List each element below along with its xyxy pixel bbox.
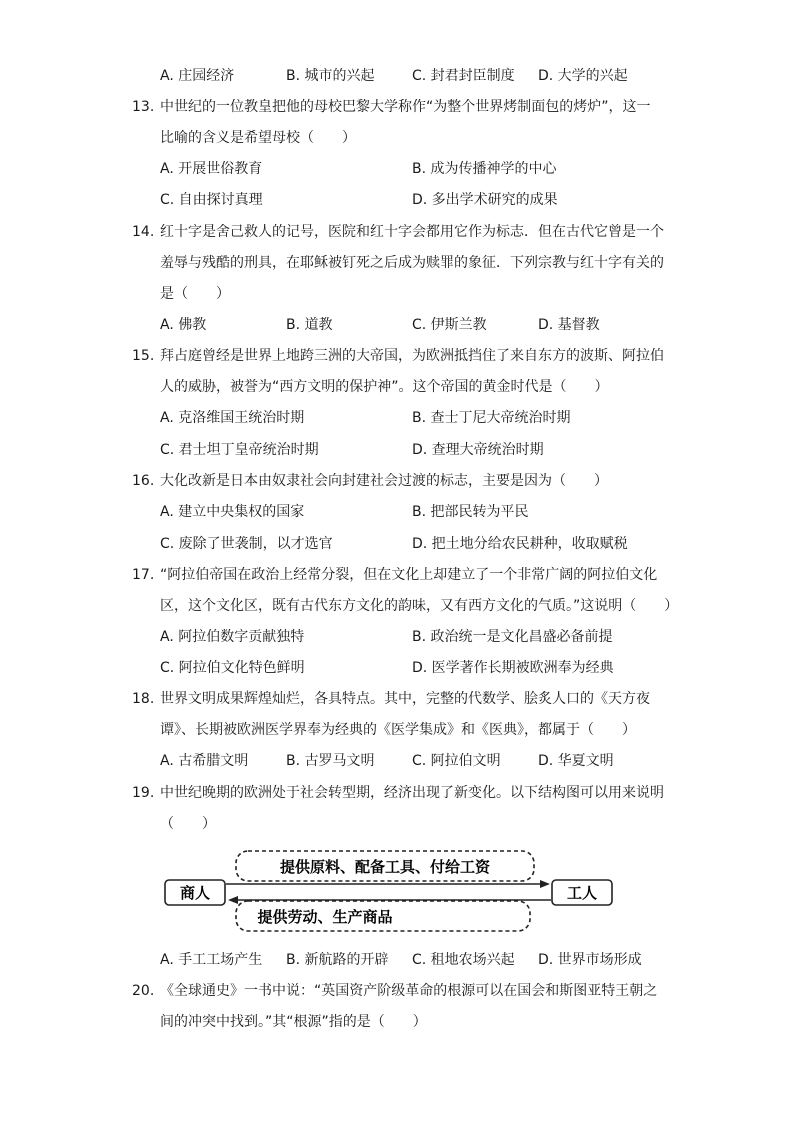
q19-option-c: C. 租地农场兴起 [412,952,515,968]
question-14-line-3: 是（ ） [160,286,230,302]
q12-option-a: A. 庄园经济 [160,68,235,84]
q19-option-d: D. 世界市场形成 [538,952,642,968]
question-17-line-2: 区，这个文化区，既有古代东方文化的韵味，又有西方文化的气质。”这说明（ ） [160,598,679,614]
question-17-line-1: 17. “阿拉伯帝国在政治上经常分裂，但在文化上却建立了一个非常广阔的阿拉伯文化 [132,567,658,583]
q17-option-c: C. 阿拉伯文化特色鲜明 [160,660,305,676]
merchant-worker-diagram [160,848,620,934]
q15-option-d: D. 查理大帝统治时期 [412,442,544,458]
question-number: 17. [132,567,155,583]
question-15-line-1: 15. 拜占庭曾经是世界上地跨三洲的大帝国，为欧洲抵挡住了来自东方的波斯、阿拉伯 [132,348,664,364]
question-13-line-2: 比喻的含义是希望母校（ ） [160,130,356,146]
q16-option-a: A. 建立中央集权的国家 [160,504,305,520]
top-flow-label: 提供原料、配备工具、付给工资 [279,858,491,876]
q14-option-b: B. 道教 [286,317,333,333]
question-19-line-1: 19. 中世纪晚期的欧洲处于社会转型期，经济出现了新变化。以下结构图可以用来说明 [132,785,664,801]
question-14-line-2: 羞辱与残酷的刑具，在耶稣被钉死之后成为赎罪的象征．下列宗教与红十字有关的 [160,255,664,271]
q19-option-b: B. 新航路的开辟 [286,952,389,968]
question-number: 15. [132,348,155,364]
q16-option-c: C. 废除了世袭制，以才选官 [160,536,333,552]
question-20-line-1: 20. 《全球通史》一书中说：“英国资产阶级革命的根源可以在国会和斯图亚特王朝之 [132,983,658,999]
arrow-left-head-icon [228,896,238,904]
q15-option-b: B. 查士丁尼大帝统治时期 [412,410,571,426]
q14-option-d: D. 基督教 [538,317,600,333]
q12-option-b: B. 城市的兴起 [286,68,375,84]
question-16-line-1: 16. 大化改新是日本由奴隶社会向封建社会过渡的标志，主要是因为（ ） [132,473,608,489]
question-number: 13. [132,99,155,115]
question-15-line-2: 人的威胁，被誉为“西方文明的保护神”。这个帝国的黄金时代是（ ） [160,379,609,395]
q16-option-d: D. 把土地分给农民耕种，收取赋税 [412,536,628,552]
q15-option-a: A. 克洛维国王统治时期 [160,410,305,426]
question-number: 14. [132,224,155,240]
question-number: 19. [132,785,155,801]
q13-option-c: C. 自由探讨真理 [160,192,263,208]
q17-option-d: D. 医学著作长期被欧洲奉为经典 [412,660,614,676]
question-18-line-1: 18. 世界文明成果辉煌灿烂，各具特点。其中，完整的代数学、脍炙人口的《天方夜 [132,691,650,707]
question-number: 18. [132,691,155,707]
q18-option-a: A. 古希腊文明 [160,753,249,769]
q18-option-d: D. 华夏文明 [538,753,614,769]
q19-option-a: A. 手工工场产生 [160,952,263,968]
question-18-line-2: 谭》、长期被欧洲医学界奉为经典的《医学集成》和《医典》，都属于（ ） [160,722,636,738]
q12-option-d: D. 大学的兴起 [538,68,628,84]
q18-option-b: B. 古罗马文明 [286,753,375,769]
arrow-right-head-icon [540,880,550,888]
merchant-label: 商人 [179,884,211,902]
q16-option-b: B. 把部民转为平民 [412,504,529,520]
q14-option-a: A. 佛教 [160,317,207,333]
q13-option-d: D. 多出学术研究的成果 [412,192,558,208]
q12-option-c: C. 封君封臣制度 [412,68,515,84]
question-number: 20. [132,983,155,999]
q17-option-a: A. 阿拉伯数字贡献独特 [160,629,305,645]
question-14-line-1: 14. 红十字是舍己救人的记号，医院和红十字会都用它作为标志．但在古代它曾是一个 [132,224,664,240]
q15-option-c: C. 君士坦丁皇帝统治时期 [160,442,319,458]
bottom-flow-label: 提供劳动、生产商品 [257,908,393,926]
question-19-line-2: （ ） [160,816,216,832]
q14-option-c: C. 伊斯兰教 [412,317,487,333]
q13-option-a: A. 开展世俗教育 [160,161,263,177]
worker-label: 工人 [566,884,598,902]
question-20-line-2: 间的冲突中找到。”其“根源”指的是（ ） [160,1014,427,1030]
question-number: 16. [132,473,155,489]
q17-option-b: B. 政治统一是文化昌盛必备前提 [412,629,613,645]
q18-option-c: C. 阿拉伯文明 [412,753,501,769]
q13-option-b: B. 成为传播神学的中心 [412,161,557,177]
question-13-line-1: 13. 中世纪的一位教皇把他的母校巴黎大学称作“为整个世界烤制面包的烤炉”，这一 [132,99,651,115]
